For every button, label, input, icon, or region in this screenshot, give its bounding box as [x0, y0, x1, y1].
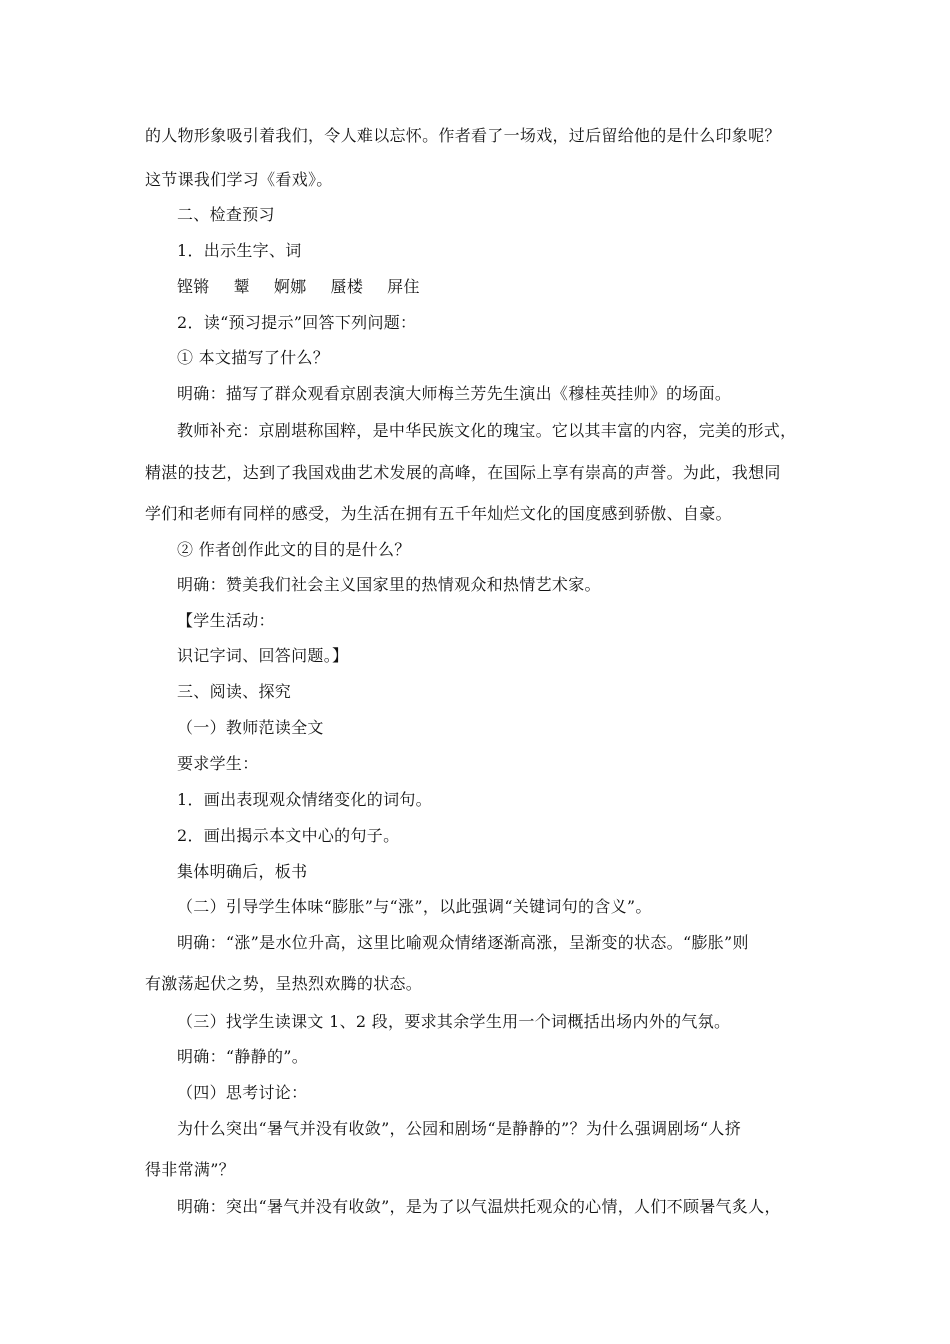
- text-line: 得非常满”？: [145, 1160, 235, 1179]
- text-line: 明确：“涨”是水位升高，这里比喻观众情绪逐渐高涨，呈渐变的状态。“膨胀”则: [177, 933, 749, 952]
- text-line: 有激荡起伏之势，呈热烈欢腾的状态。: [145, 974, 423, 993]
- text-line: 2．读“预习提示”回答下列问题：: [177, 313, 417, 332]
- text-line: 明确：突出“暑气并没有收敛”，是为了以气温烘托观众的心情，人们不顾暑气炙人，: [177, 1197, 781, 1216]
- text-line: 2．画出揭示本文中心的句子。: [177, 826, 400, 845]
- text-line: 明确：描写了群众观看京剧表演大师梅兰芳先生演出《穆桂英挂帅》的场面。: [177, 384, 732, 403]
- text-line: 1．出示生字、词: [177, 241, 302, 260]
- text-line: 明确：赞美我们社会主义国家里的热情观众和热情艺术家。: [177, 575, 601, 594]
- vocab-word: 颦: [233, 277, 250, 296]
- text-line: （一）教师范读全文: [177, 718, 324, 737]
- text-line: （四）思考讨论：: [177, 1083, 308, 1102]
- text-line: 要求学生：: [177, 754, 259, 773]
- vocab-word: 婀娜: [273, 277, 307, 296]
- text-line: ② 作者创作此文的目的是什么？: [177, 540, 411, 559]
- vocabulary-list: [177, 277, 857, 297]
- section-heading: 三、阅读、探究: [177, 682, 292, 701]
- vocab-word: 屏住: [387, 277, 420, 296]
- text-line: 学们和老师有同样的感受，为生活在拥有五千年灿烂文化的国度感到骄傲、自豪。: [145, 504, 732, 523]
- vocab-word: 铿锵: [177, 277, 210, 296]
- text-line: （三）找学生读课文 1、2 段，要求其余学生用一个词概括出场内外的气氛。: [177, 1012, 731, 1031]
- text-line: 这节课我们学习《看戏》。: [145, 170, 333, 189]
- text-line: 明确：“静静的”。: [177, 1047, 309, 1066]
- text-line: 的人物形象吸引着我们，令人难以忘怀。作者看了一场戏，过后留给他的是什么印象呢？: [145, 126, 781, 145]
- text-line: 精湛的技艺，达到了我国戏曲艺术发展的高峰，在国际上享有崇高的声誉。为此，我想同: [145, 463, 781, 482]
- text-line: 教师补充：京剧堪称国粹，是中华民族文化的瑰宝。它以其丰富的内容，完美的形式，: [177, 421, 797, 440]
- text-line: ① 本文描写了什么？: [177, 348, 330, 367]
- text-line: 识记字词、回答问题。】: [177, 646, 349, 665]
- text-line: 集体明确后，板书: [177, 862, 308, 881]
- text-line: （二）引导学生体味“膨胀”与“涨”，以此强调“关键词句的含义”。: [177, 897, 652, 916]
- vocab-word: 蜃楼: [330, 277, 364, 296]
- text-line: 为什么突出“暑气并没有收敛”，公园和剧场“是静静的”？为什么强调剧场“人挤: [177, 1119, 741, 1138]
- text-line: 1．画出表现观众情绪变化的词句。: [177, 790, 432, 809]
- text-line: 【学生活动：: [177, 611, 275, 630]
- section-heading: 二、检查预习: [177, 205, 275, 224]
